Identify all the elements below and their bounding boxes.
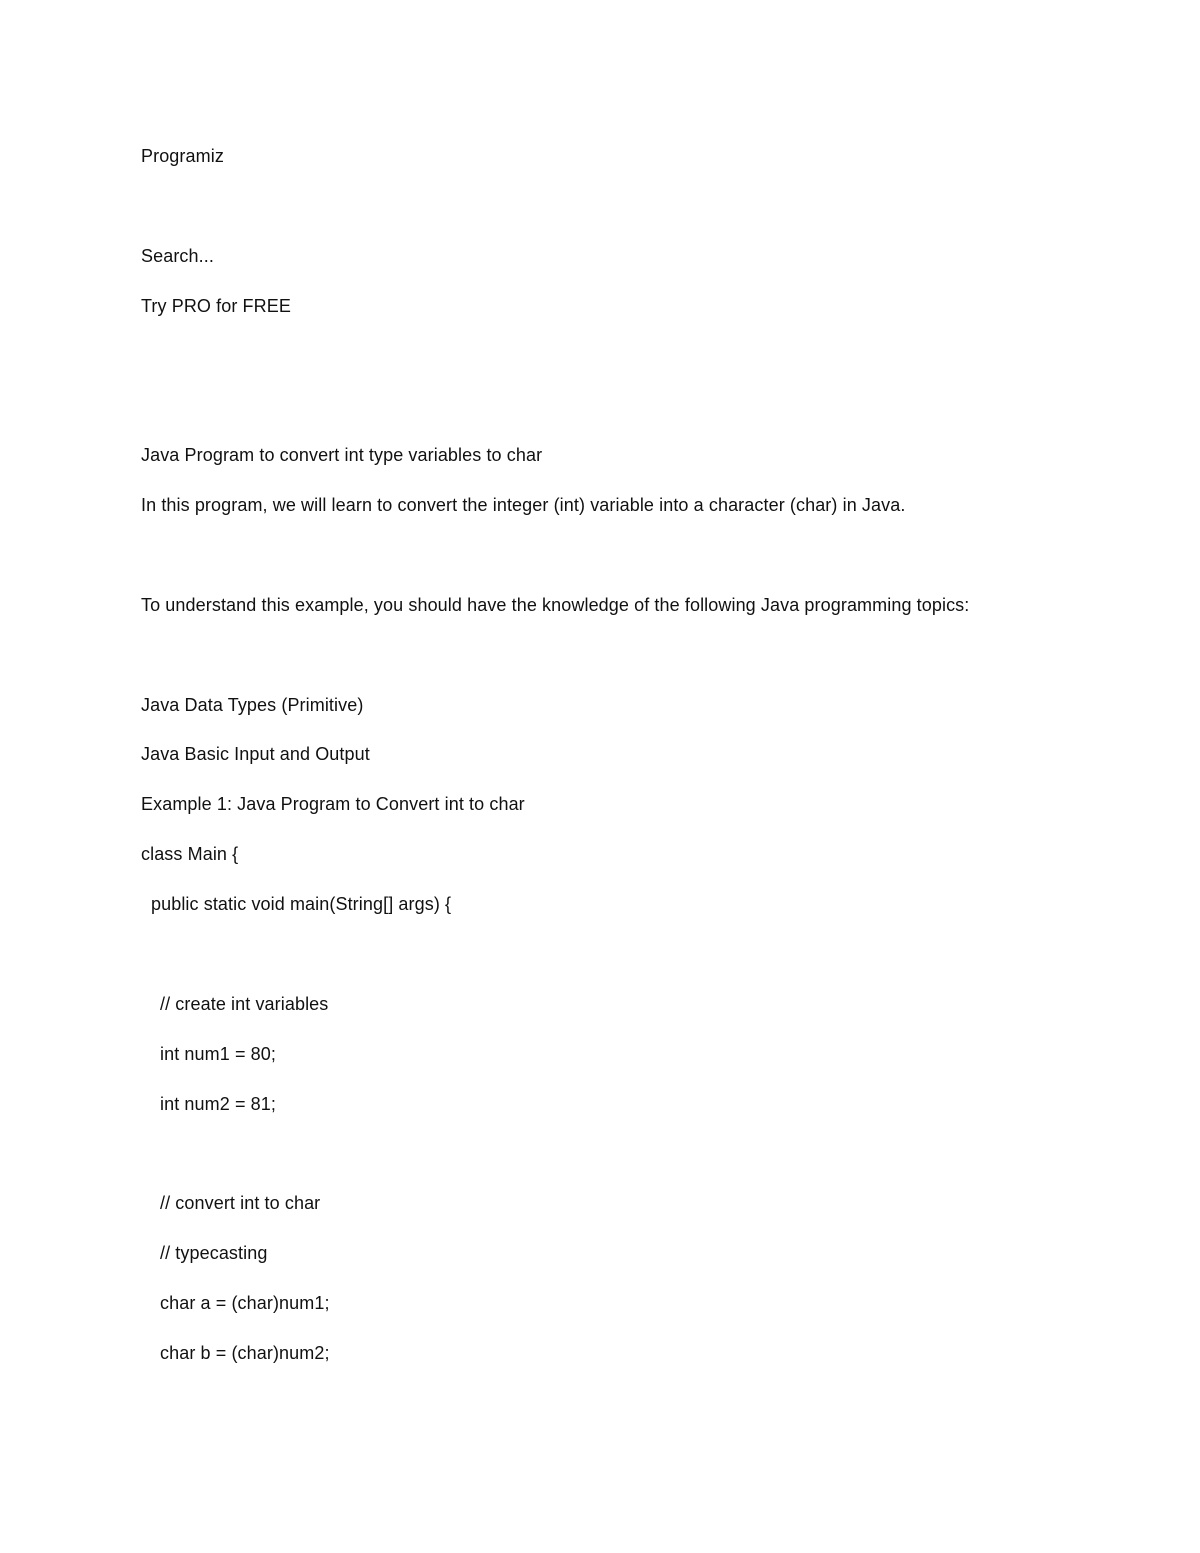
topic-item: Java Basic Input and Output — [141, 744, 370, 764]
topic-item: Java Data Types (Primitive) — [141, 695, 364, 715]
intro-paragraph: In this program, we will learn to convert the integer (int) variable into a character (char) in Java. — [141, 495, 906, 515]
code-comment: // convert int to char — [160, 1193, 321, 1213]
promo-text: Try PRO for FREE — [141, 296, 291, 316]
code-line: char a = (char)num1; — [160, 1293, 330, 1313]
site-name: Programiz — [141, 146, 224, 166]
code-comment: // typecasting — [160, 1243, 268, 1263]
prerequisites-intro: To understand this example, you should have the knowledge of the following Java programming topics: — [141, 595, 970, 615]
search-text: Search... — [141, 246, 214, 266]
article-title: Java Program to convert int type variables to char — [141, 445, 543, 465]
code-line: public static void main(String[] args) { — [151, 894, 452, 914]
code-comment: // create int variables — [160, 994, 329, 1014]
code-line: class Main { — [141, 844, 239, 864]
code-line: int num1 = 80; — [160, 1044, 276, 1064]
example-heading: Example 1: Java Program to Convert int to char — [141, 794, 525, 814]
code-line: char b = (char)num2; — [160, 1343, 330, 1363]
code-line: int num2 = 81; — [160, 1094, 276, 1114]
